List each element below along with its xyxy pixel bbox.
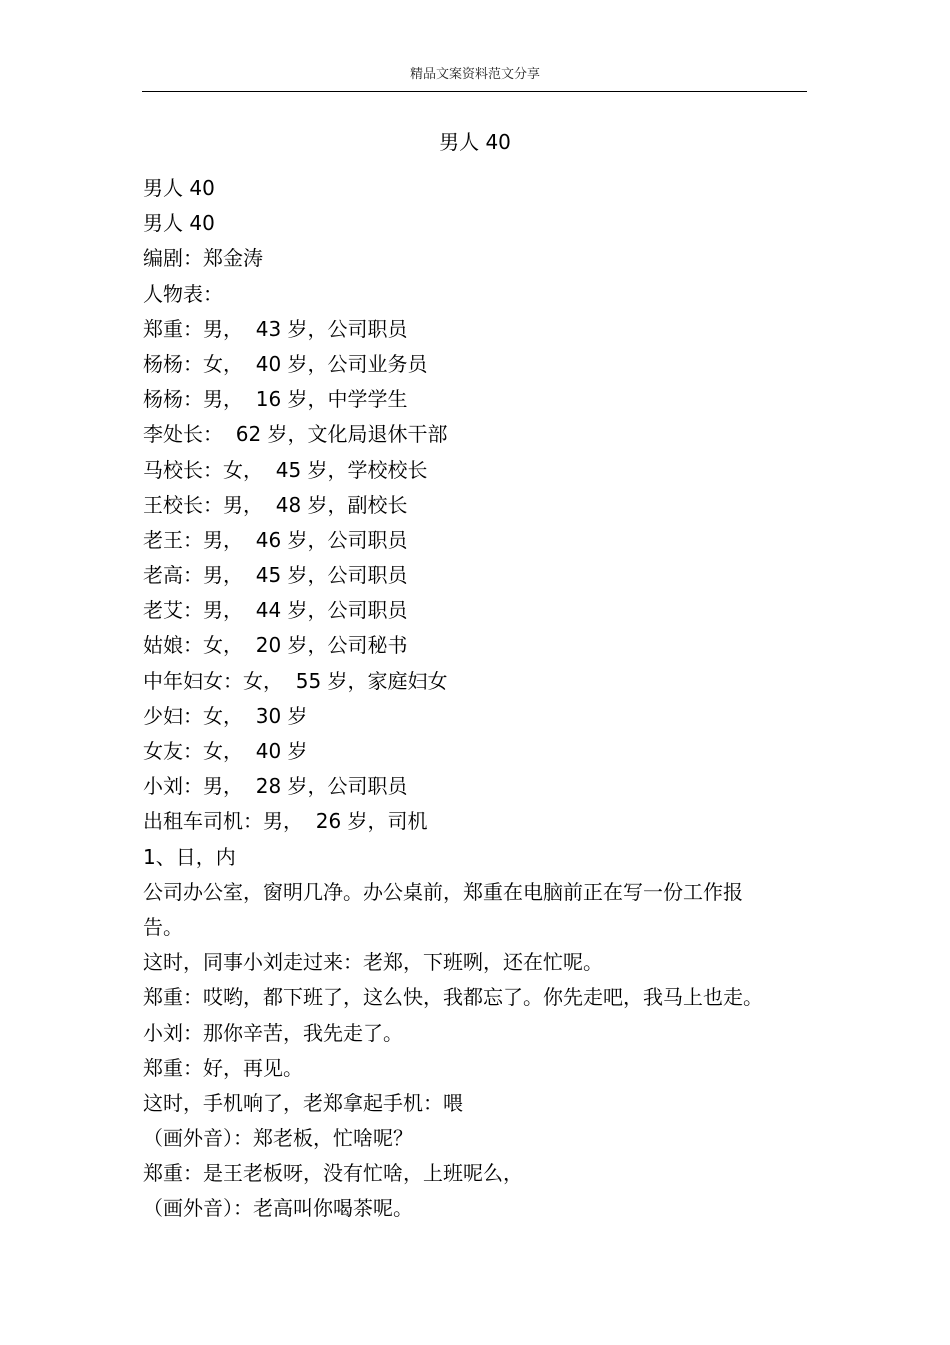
document-title: 男人 40 bbox=[439, 130, 511, 154]
text-line: 李处长： 62 岁，文化局退休干部 bbox=[143, 422, 448, 447]
page-header: 精品文案资料范文分享 bbox=[409, 67, 540, 82]
text-line: 少妇：女， 30 岁 bbox=[143, 703, 308, 728]
header-divider bbox=[142, 91, 807, 92]
text-line: （画外音）：老高叫你喝茶呢。 bbox=[143, 1196, 413, 1221]
text-line: 男人 40 bbox=[143, 211, 215, 236]
text-line: 郑重：哎哟，都下班了，这么快，我都忘了。你先走吧，我马上也走。 bbox=[143, 985, 763, 1010]
text-line: 杨杨：女， 40 岁，公司业务员 bbox=[143, 351, 428, 376]
text-line: 老王：男， 46 岁，公司职员 bbox=[143, 527, 408, 552]
text-line: 杨杨：男， 16 岁，中学学生 bbox=[143, 387, 408, 412]
text-line: 公司办公室，窗明几净。办公桌前，郑重在电脑前正在写一份工作报 bbox=[143, 879, 743, 904]
text-line: 老高：男， 45 岁，公司职员 bbox=[143, 563, 408, 588]
text-line: 告。 bbox=[143, 914, 183, 939]
text-line: 出租车司机：男， 26 岁，司机 bbox=[143, 809, 428, 834]
text-line: 郑重：好，再见。 bbox=[143, 1055, 303, 1080]
text-line: 老艾：男， 44 岁，公司职员 bbox=[143, 598, 408, 623]
text-line: 小刘：男， 28 岁，公司职员 bbox=[143, 774, 408, 799]
text-line: 马校长：女， 45 岁，学校校长 bbox=[143, 457, 428, 482]
text-line: 这时，同事小刘走过来：老郑，下班咧，还在忙呢。 bbox=[143, 950, 603, 975]
text-line: 女友：女， 40 岁 bbox=[143, 739, 308, 763]
text-line: 姑娘：女， 20 岁，公司秘书 bbox=[143, 633, 408, 658]
text-line: 郑重：是王老板呀，没有忙啥，上班呢么， bbox=[143, 1161, 523, 1186]
text-line: 郑重：男， 43 岁，公司职员 bbox=[143, 316, 408, 341]
text-line: 人物表： bbox=[143, 281, 223, 306]
text-line: 王校长：男， 48 岁，副校长 bbox=[143, 492, 408, 517]
document-body bbox=[143, 171, 808, 1227]
text-line: 中年妇女：女， 55 岁，家庭妇女 bbox=[143, 668, 448, 693]
text-line: 男人 40 bbox=[143, 176, 215, 200]
text-line: （画外音）：郑老板，忙啥呢？ bbox=[143, 1126, 413, 1151]
text-line: 这时，手机响了，老郑拿起手机：喂 bbox=[143, 1090, 463, 1115]
text-line: 编剧：郑金涛 bbox=[143, 246, 263, 271]
text-line: 1、日，内 bbox=[143, 844, 236, 869]
text-line: 小刘：那你辛苦，我先走了。 bbox=[143, 1020, 403, 1045]
